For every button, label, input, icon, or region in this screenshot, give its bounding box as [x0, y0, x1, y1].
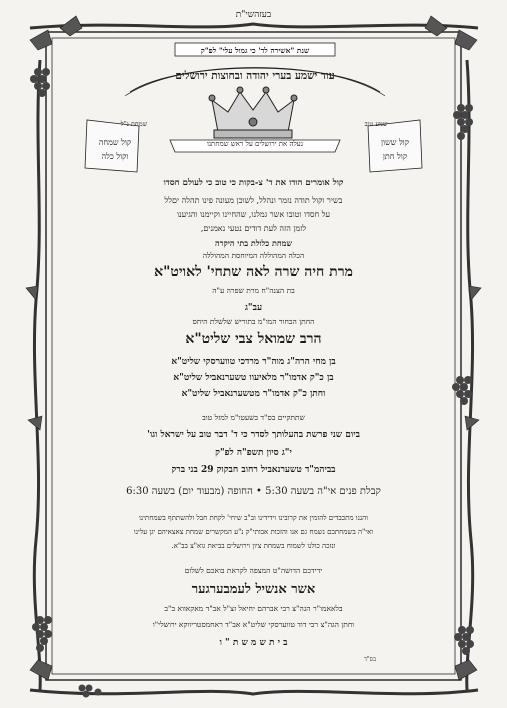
scroll-right-line: קול ששון [380, 138, 410, 147]
body-line: בן כ"ק אדמו"ר מלאיעוו טשערנאביל שליט"א [173, 373, 334, 383]
body-line: והננו מתכבדים להזמין את קרובינו וידידינו וב"ב שיחי' לקחת חבל ולהשתתף בשמחתינו [139, 514, 368, 522]
body-line: החתן הבחור המו"מ בתוריש שלשלת היחס [192, 317, 315, 326]
body-line: שתתקיים בס"ד בשעטו"מ למזל טוב [202, 413, 305, 422]
body-line: בשיר וקול תודה נזמר ונהלל, לשוכן מעונה פינו תהלה יםלל [164, 196, 343, 205]
arch-verse: עוד ישמע בערי יהודה ובחוצות ירושלים [175, 70, 335, 82]
body-line: הכלה המהוללה המיוחסת המהוללה [202, 251, 305, 260]
scroll-mid-right: שמע טוב [364, 120, 388, 128]
event-location: בביהמ"ד טשערנאביל רחוב חבקוק 29 בני ברק [171, 465, 336, 475]
scroll-right-line: קול חתן [382, 152, 408, 161]
body-line: בת הצנה"ח מרת שפרה ע"ה [212, 286, 295, 295]
ribbon-verse: נעלה את ירושלים על ראש שמחתנו [206, 140, 304, 148]
scroll-right [371, 136, 419, 164]
event-day: ביום שני פרשת בהעלותך לסדר כי ד' דבר טוב על ישראל וגו' [147, 430, 360, 440]
year-band: שנת "אשירה לד' כי גמול עלי" לפ"ק [200, 46, 310, 55]
body-line: קול אומרים הודו את ד' צ-בקות כי טוב כי לעולם חסדו [163, 178, 344, 188]
body-line: ונזכה כולנו לשמוח בשמחת ציון וירושלים בביאת גוא"צ בב"א. [171, 542, 336, 550]
crown-icon [209, 87, 297, 138]
scroll-left-line: קול שמחה [98, 138, 132, 147]
body-line: לזמן הזה לעת דודים נטעי נאמנים, [200, 224, 307, 233]
host-city: ב י ת ש מ ש ת " ו [219, 638, 288, 648]
event-times: קבלת פנים אי"ה בשעה 5:30 • החופה (מבעוד יום) בשעה 6:30 [126, 486, 381, 497]
top-blessing: בעזהשי"ת [235, 10, 272, 20]
body-line: וחתן הגה"צ רבי דוד טווערסקי שליט"א אב"ד ראחמסטריווקא ירושלי"ו [152, 620, 355, 629]
bride-name: מרת חיה שרה לאה שתחי' לאויט"א [154, 264, 353, 280]
event-date: י"ג סיון תשפ"ה לפ"ק [215, 448, 292, 458]
body-line: שמחת כלולת בתי היקרה [214, 238, 293, 248]
body-line: על חסדו וטובו אשר גמלנו, שהחיינו וקיימנו והגיענו [176, 210, 331, 219]
body-line: עב"ג [244, 303, 263, 313]
scroll-mid-left: שמחת נ"ל [120, 120, 148, 128]
body-line: וחתן כ"ק אדמו"ר מטשערנאביל שליט"א [181, 389, 326, 399]
body-line: בלאאמו"ר הגה"צ רבי אברהם יחיאל זצ"ל אב"ד מאקאווא ב"ב [164, 604, 343, 613]
groom-name: הרב שמואל צבי שליט"א [185, 331, 322, 347]
scroll-left-line: וקול כלה [101, 152, 129, 161]
body-line: ידידכם הדושה"ט המצפה לקראת בואכם לשלום [184, 566, 323, 575]
host-name: אשר אנשיל לעמבערגער [191, 582, 316, 597]
scroll-left [91, 136, 139, 164]
body-line: בן מחי הרה"ג מוה"ר מרדכי טווערסקי שליט"א [171, 357, 336, 367]
body-line: ואי"ה בשמחתכם נשמח גם אנו והזכות אבותי"ק נ"ע המקשרים שמחת צאצאיהם יגן עלינו [133, 528, 374, 536]
footer-mark: בס"ד [364, 656, 376, 663]
